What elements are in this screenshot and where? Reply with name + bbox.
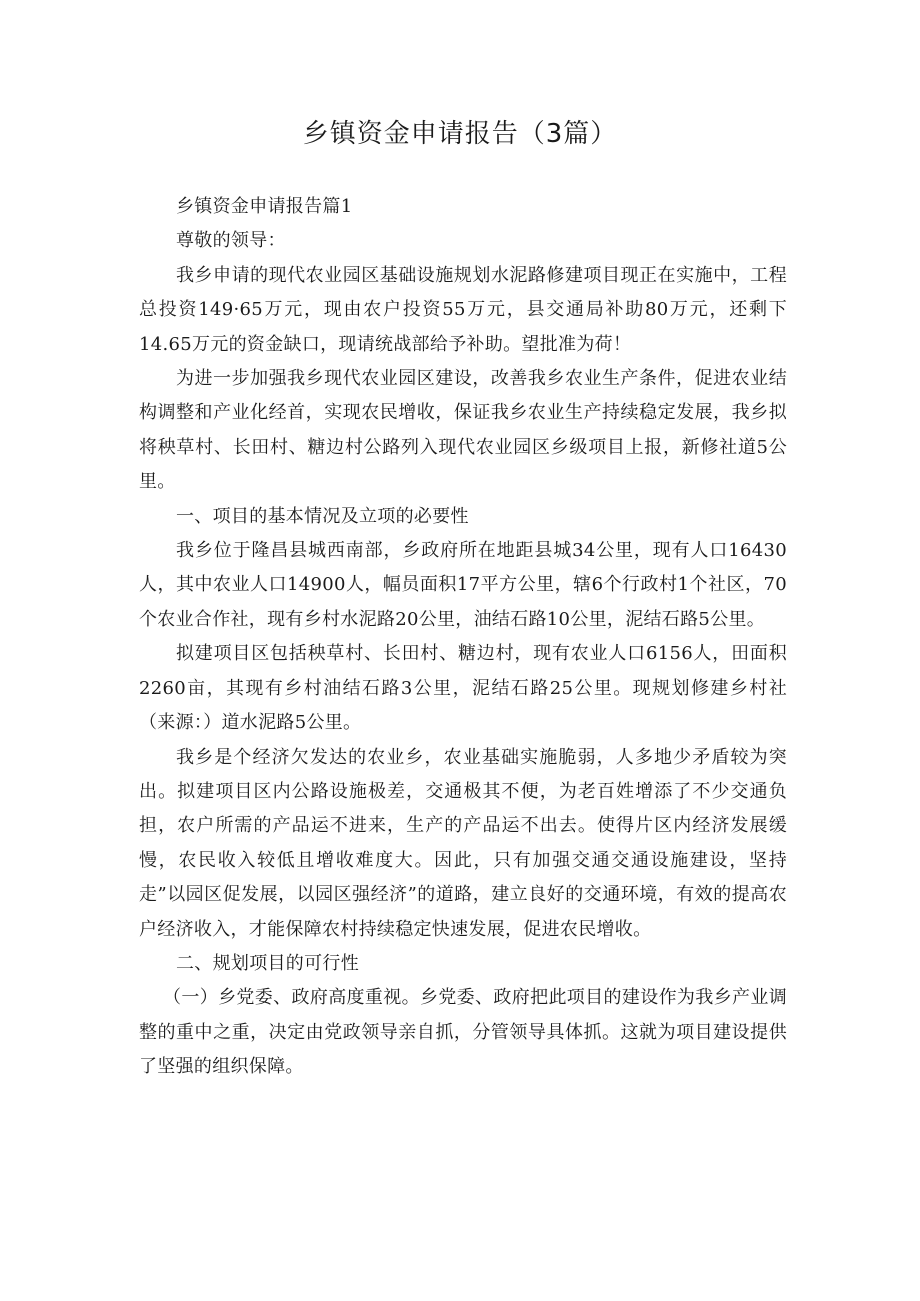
- paragraph: 我乡是个经济欠发达的农业乡，农业基础实施脆弱，人多地少矛盾较为突出。拟建项目区内公路设施极差，交通极其不便，为老百姓增添了不少交通负担，农户所需的产品运不进来，生产的产品运不出去。使得片区内经济发展缓慢，农民收入较低且增收难度大。因此，只有加强交通交通设施建设，坚持走”以园区促发展，以园区强经济”的道路，建立良好的交通环境，有效的提高农户经济收入，才能保障农村持续稳定快速发展，促进农民增收。: [139, 746, 787, 940]
- section-heading: 乡镇资金申请报告篇1: [176, 196, 353, 217]
- paragraph: 我乡申请的现代农业园区基础设施规划水泥路修建项目现正在实施中，工程总投资149·65万元，现由农户投资55万元，县交通局补助80万元，还剩下14.65万元的资金缺口，现请统战部给予补助。望批准为荷！: [139, 264, 787, 355]
- section-heading: 二、规划项目的可行性: [176, 952, 359, 974]
- paragraph: 拟建项目区包括秧草村、长田村、糖边村，现有农业人口6156人，田面积2260亩，其现有乡村油结石路3公里，泥结石路25公里。现规划修建乡村社（来源：）道水泥路5公里。: [139, 643, 787, 734]
- paragraph: 我乡位于隆昌县城西南部，乡政府所在地距县城34公里，现有人口16430人，其中农业人口14900人，幅员面积17平方公里，辖6个行政村1个社区，70个农业合作社，现有乡村水泥路20公里，油结石路10公里，泥结石路5公里。: [139, 540, 787, 630]
- paragraph: 为进一步加强我乡现代农业园区建设，改善我乡农业生产条件，促进农业结构调整和产业化经首，实现农民增收，保证我乡农业生产持续稳定发展，我乡拟将秧草村、长田村、糖边村公路列入现代农业园区乡级项目上报，新修社道5公里。: [139, 368, 787, 493]
- document-body: [139, 190, 787, 1085]
- section-heading: 一、项目的基本情况及立项的必要性: [176, 505, 469, 527]
- salutation: 尊敬的领导：: [176, 230, 286, 252]
- paragraph: （一）乡党委、政府高度重视。乡党委、政府把此项目的建设作为我乡产业调整的重中之重，决定由党政领导亲自抓，分管领导具体抓。这就为项目建设提供了坚强的组织保障。: [139, 987, 787, 1078]
- document-title: 乡镇资金申请报告（3篇）: [302, 119, 618, 149]
